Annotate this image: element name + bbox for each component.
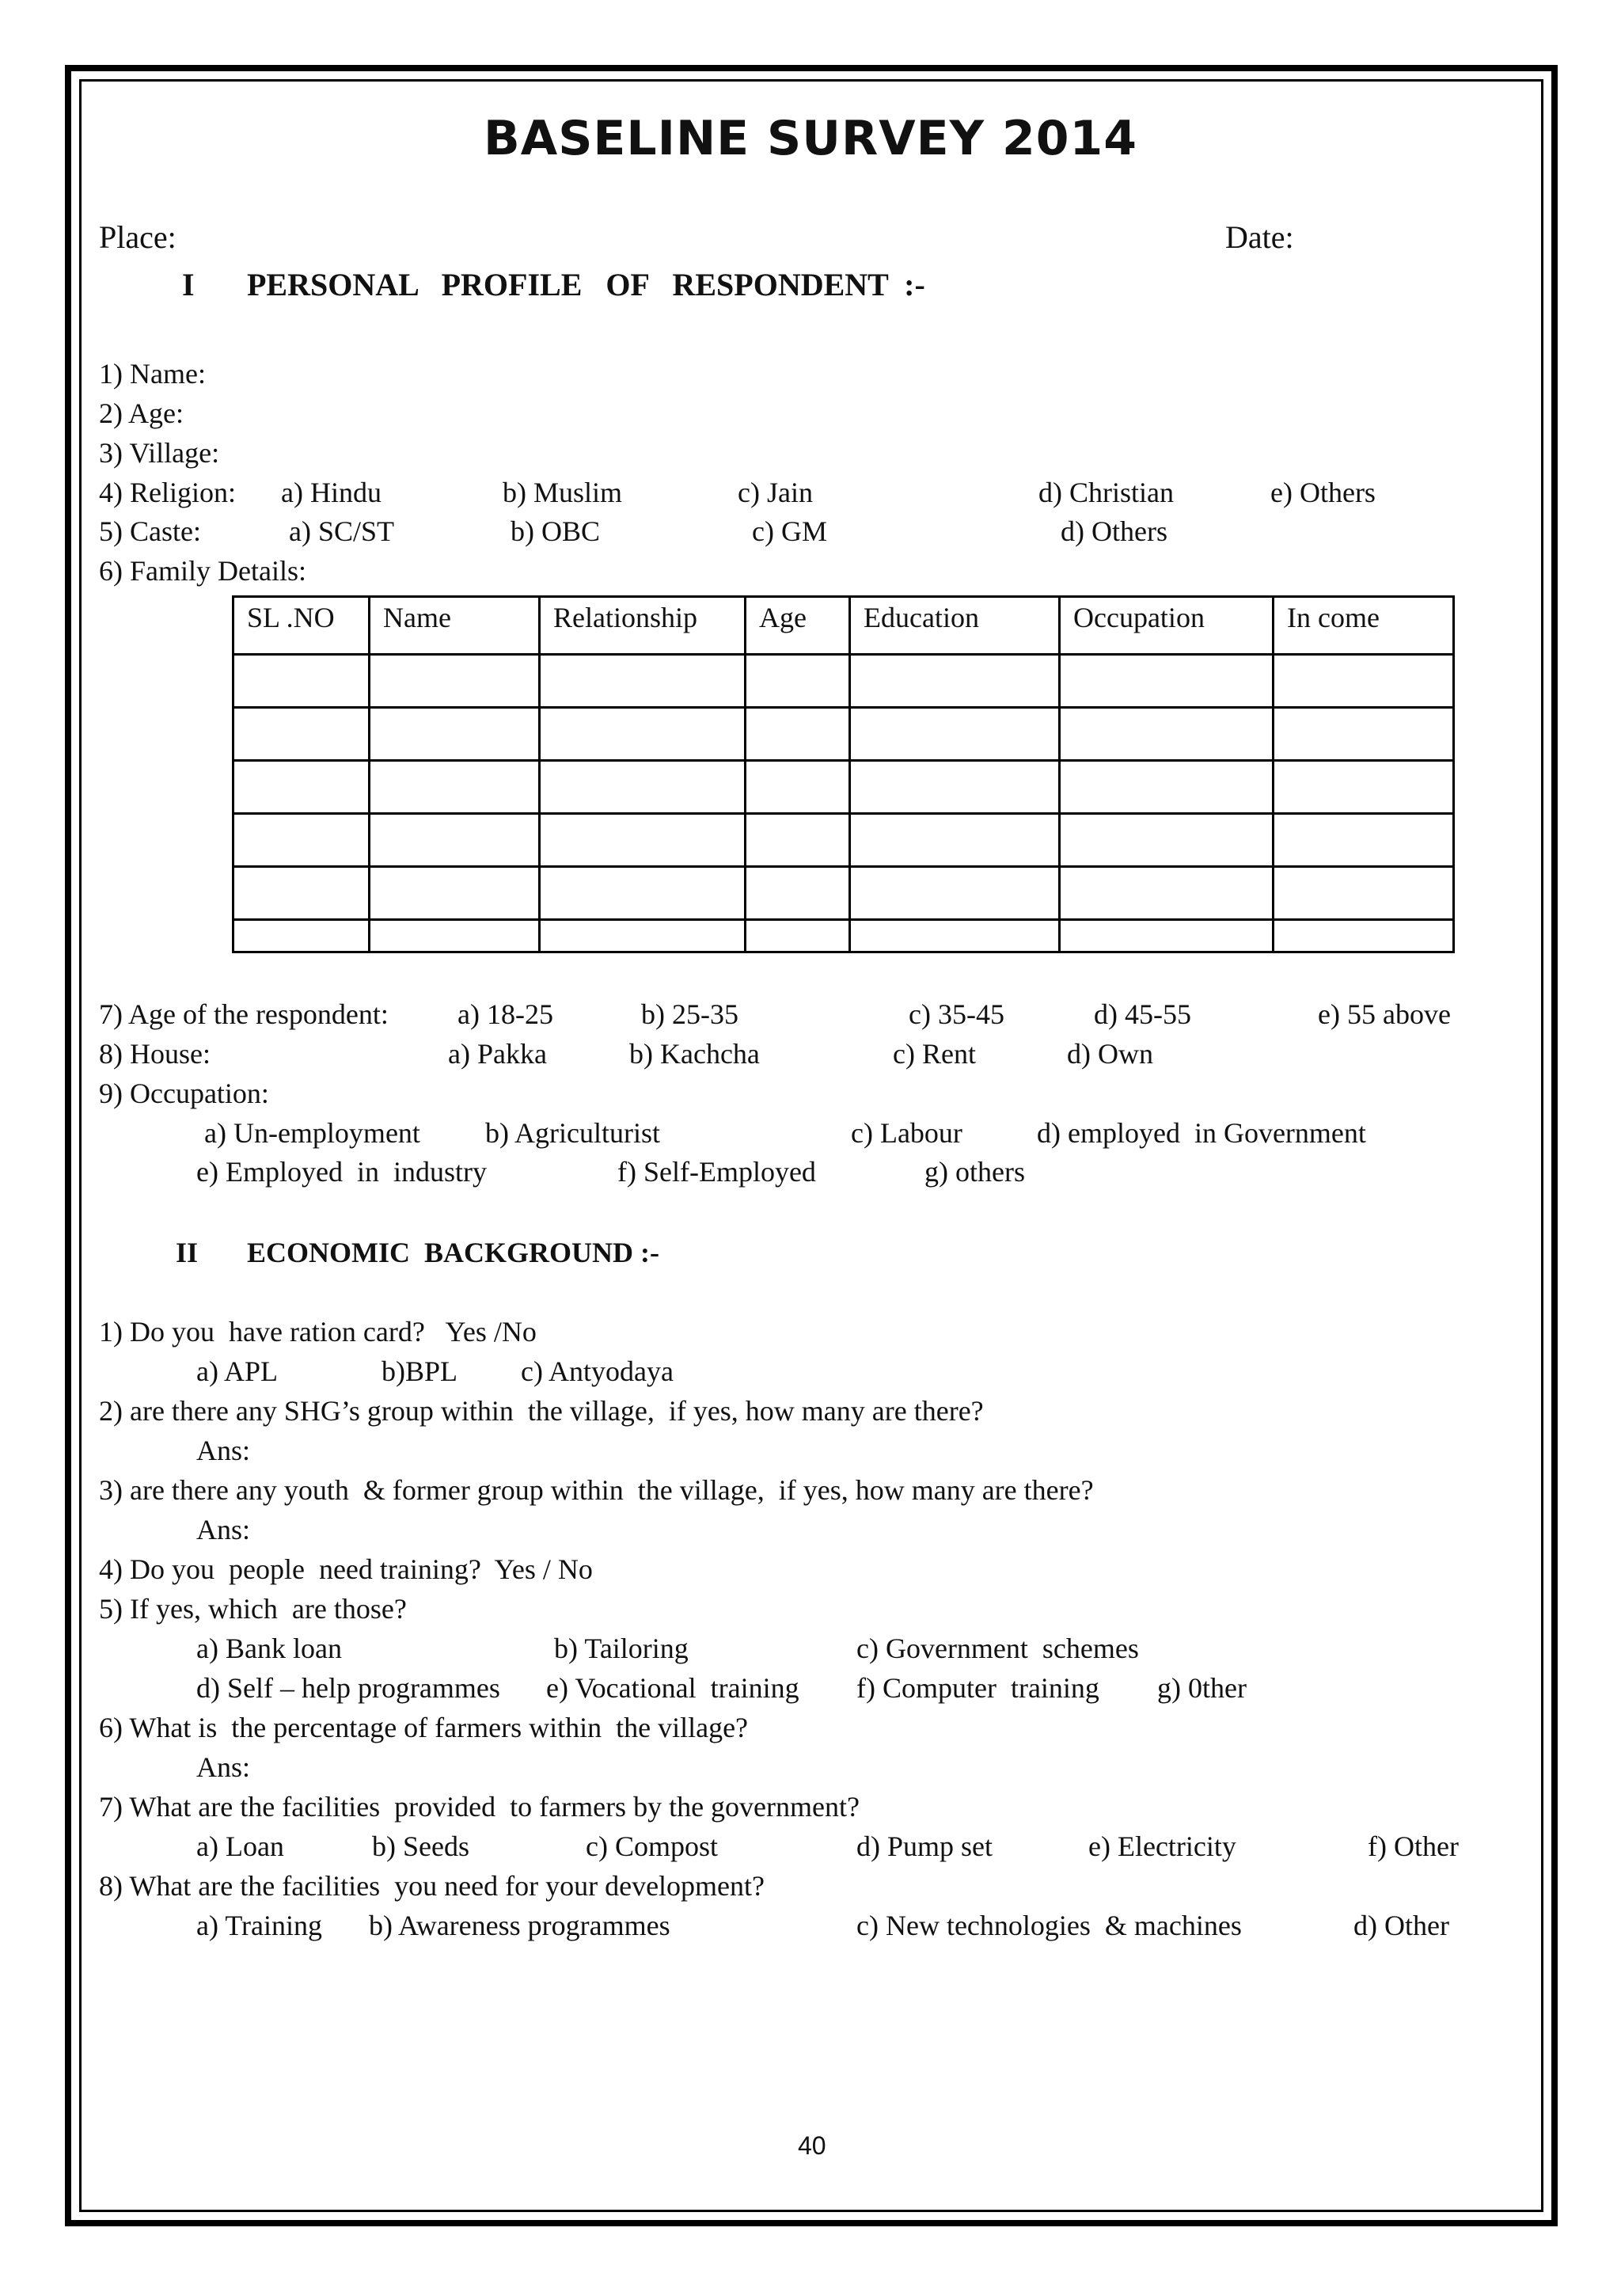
caste-option: c) GM [752, 515, 827, 547]
caste-option: b) OBC [511, 515, 601, 547]
q-need-training: 4) Do you people need training? Yes / No [99, 1553, 593, 1585]
q-farmer-percentage: 6) What is the percentage of farmers within the village? [99, 1712, 749, 1743]
table-cell[interactable] [1060, 761, 1274, 814]
age-option: b) 25-35 [641, 998, 738, 1030]
q-house-label: 8) House: [99, 1038, 211, 1070]
table-cell[interactable] [1274, 655, 1454, 708]
ration-option: a) APL [196, 1355, 278, 1387]
q-government-facilities: 7) What are the facilities provided to farmers by the government? [99, 1791, 860, 1823]
q-age: 2) Age: [99, 397, 184, 429]
col-header-income: In come [1274, 597, 1454, 655]
table-cell[interactable] [746, 655, 850, 708]
table-cell[interactable] [233, 814, 370, 867]
q-occupation-label: 9) Occupation: [99, 1078, 269, 1109]
q-training-types: 5) If yes, which are those? [99, 1593, 407, 1625]
table-row [233, 708, 1454, 761]
table-cell[interactable] [233, 655, 370, 708]
table-row [233, 814, 1454, 867]
training-option: a) Bank loan [196, 1633, 342, 1664]
family-details-table [232, 595, 1455, 953]
table-cell[interactable] [540, 814, 746, 867]
occupation-option: a) Un-employment [204, 1117, 420, 1149]
table-cell[interactable] [850, 814, 1060, 867]
house-option: c) Rent [893, 1038, 976, 1070]
table-cell[interactable] [1274, 708, 1454, 761]
facility-option: a) Loan [196, 1830, 284, 1862]
q-age-respondent-label: 7) Age of the respondent: [99, 998, 389, 1030]
date-label: Date: [1225, 219, 1294, 255]
q-caste-label: 5) Caste: [99, 515, 201, 547]
facility-option: d) Pump set [856, 1830, 993, 1862]
table-cell[interactable] [233, 920, 370, 952]
house-option: d) Own [1067, 1038, 1153, 1070]
occupation-option: e) Employed in industry [196, 1156, 487, 1188]
table-cell[interactable] [370, 814, 540, 867]
occupation-option: g) others [924, 1156, 1025, 1188]
table-cell[interactable] [370, 708, 540, 761]
occupation-option: b) Agriculturist [485, 1117, 660, 1149]
answer-label: Ans: [196, 1751, 251, 1783]
q-shg-groups: 2) are there any SHG’s group within the village, if yes, how many are there? [99, 1395, 984, 1427]
table-cell[interactable] [370, 761, 540, 814]
caste-option: d) Others [1061, 515, 1167, 547]
page-number: 40 [798, 2131, 826, 2160]
age-option: a) 18-25 [457, 998, 553, 1030]
col-header-age: Age [746, 597, 850, 655]
col-header-name: Name [370, 597, 540, 655]
training-option: c) Government schemes [856, 1633, 1139, 1664]
section1-heading: PERSONAL PROFILE OF RESPONDENT :- [247, 267, 925, 302]
table-cell[interactable] [540, 655, 746, 708]
table-cell[interactable] [370, 920, 540, 952]
training-option: f) Computer training [856, 1672, 1099, 1704]
table-cell[interactable] [850, 761, 1060, 814]
training-option: e) Vocational training [546, 1672, 799, 1704]
religion-option: e) Others [1270, 477, 1376, 508]
q-name: 1) Name: [99, 358, 206, 390]
table-cell[interactable] [1274, 814, 1454, 867]
table-cell[interactable] [746, 814, 850, 867]
q-family-details: 6) Family Details: [99, 555, 306, 587]
age-option: c) 35-45 [909, 998, 1004, 1030]
table-cell[interactable] [850, 655, 1060, 708]
table-cell[interactable] [746, 920, 850, 952]
section2-numeral: II [176, 1237, 199, 1268]
table-cell[interactable] [1060, 920, 1274, 952]
answer-label: Ans: [196, 1435, 251, 1466]
table-cell[interactable] [850, 867, 1060, 920]
religion-option: c) Jain [738, 477, 813, 508]
development-option: b) Awareness programmes [369, 1910, 670, 1941]
section1-numeral: I [182, 267, 195, 302]
development-option: d) Other [1353, 1910, 1449, 1941]
training-option: b) Tailoring [554, 1633, 689, 1664]
development-option: a) Training [196, 1910, 323, 1941]
religion-option: b) Muslim [503, 477, 623, 508]
table-cell[interactable] [1060, 655, 1274, 708]
ration-option: b)BPL [382, 1355, 458, 1387]
table-cell[interactable] [540, 867, 746, 920]
table-cell[interactable] [540, 920, 746, 952]
answer-label: Ans: [196, 1514, 251, 1545]
table-cell[interactable] [746, 761, 850, 814]
table-cell[interactable] [233, 867, 370, 920]
document-title: BASELINE SURVEY 2014 [484, 111, 1137, 166]
religion-option: a) Hindu [281, 477, 382, 508]
col-header-education: Education [850, 597, 1060, 655]
table-row [233, 761, 1454, 814]
facility-option: f) Other [1368, 1830, 1459, 1862]
caste-option: a) SC/ST [289, 515, 395, 547]
development-option: c) New technologies & machines [856, 1910, 1242, 1941]
occupation-option: c) Labour [851, 1117, 962, 1149]
facility-option: c) Compost [586, 1830, 718, 1862]
age-option: d) 45-55 [1094, 998, 1191, 1030]
occupation-option: d) employed in Government [1037, 1117, 1366, 1149]
training-option: d) Self – help programmes [196, 1672, 500, 1704]
col-header-occupation: Occupation [1060, 597, 1274, 655]
col-header-slno: SL .NO [233, 597, 370, 655]
q-development-facilities: 8) What are the facilities you need for your development? [99, 1870, 765, 1902]
table-cell[interactable] [850, 920, 1060, 952]
table-row [233, 867, 1454, 920]
table-header-row [233, 597, 1454, 655]
table-cell[interactable] [370, 655, 540, 708]
place-label: Place: [99, 219, 177, 255]
table-cell[interactable] [746, 708, 850, 761]
table-cell[interactable] [233, 761, 370, 814]
ration-option: c) Antyodaya [521, 1355, 674, 1387]
table-cell[interactable] [540, 708, 746, 761]
facility-option: b) Seeds [372, 1830, 469, 1862]
table-row [233, 655, 1454, 708]
table-cell[interactable] [1060, 867, 1274, 920]
facility-option: e) Electricity [1088, 1830, 1236, 1862]
table-row [233, 920, 1454, 952]
col-header-relationship: Relationship [540, 597, 746, 655]
table-cell[interactable] [540, 761, 746, 814]
table-cell[interactable] [233, 708, 370, 761]
q-ration-card: 1) Do you have ration card? Yes /No [99, 1316, 537, 1348]
religion-option: d) Christian [1038, 477, 1174, 508]
house-option: b) Kachcha [629, 1038, 760, 1070]
q-youth-groups: 3) are there any youth & former group within the village, if yes, how many are there? [99, 1474, 1094, 1506]
table-cell[interactable] [1060, 814, 1274, 867]
table-cell[interactable] [1274, 867, 1454, 920]
age-option: e) 55 above [1318, 998, 1451, 1030]
house-option: a) Pakka [448, 1038, 547, 1070]
table-cell[interactable] [1274, 920, 1454, 952]
q-village: 3) Village: [99, 437, 220, 469]
section2-heading: ECONOMIC BACKGROUND :- [247, 1237, 659, 1268]
occupation-option: f) Self-Employed [617, 1156, 816, 1188]
table-cell[interactable] [850, 708, 1060, 761]
training-option: g) 0ther [1157, 1672, 1247, 1704]
q-religion-label: 4) Religion: [99, 477, 236, 508]
table-cell[interactable] [746, 867, 850, 920]
table-cell[interactable] [370, 867, 540, 920]
table-cell[interactable] [1060, 708, 1274, 761]
table-cell[interactable] [1274, 761, 1454, 814]
